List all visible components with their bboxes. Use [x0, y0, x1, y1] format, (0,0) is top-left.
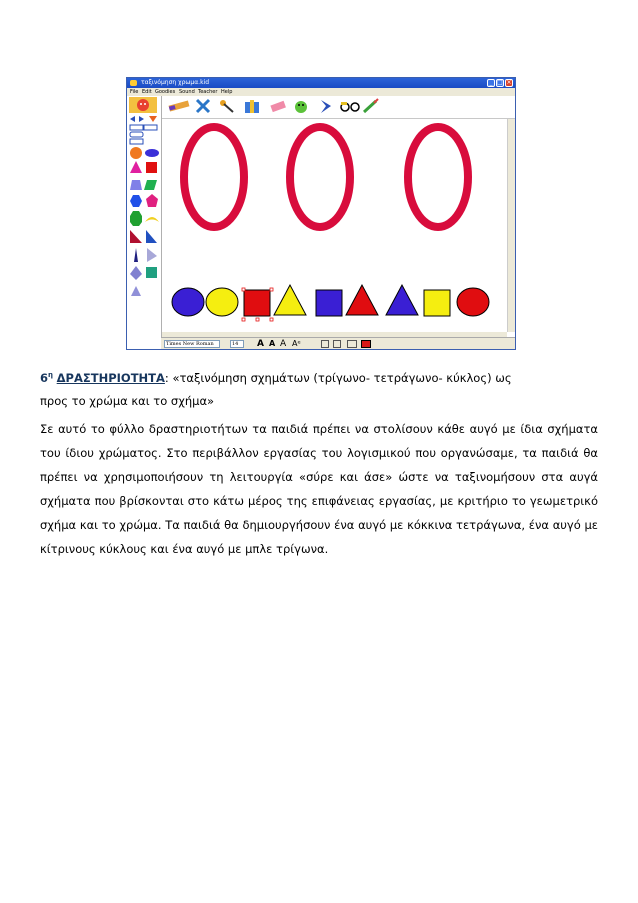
down-arrow-icon[interactable] [149, 116, 157, 122]
close-button[interactable]: × [506, 79, 512, 86]
yellow-triangle-shape[interactable] [274, 285, 306, 315]
blue-ellipse-icon[interactable] [145, 149, 159, 157]
vertical-scrollbar[interactable] [507, 119, 516, 332]
activity-subtitle-continued: προς το χρώμα και το σχήμα» [40, 394, 215, 408]
eraser-tool-icon[interactable] [270, 101, 286, 112]
selection-handle[interactable] [270, 288, 273, 291]
yellow-circle-shape[interactable] [206, 288, 238, 316]
egg-1[interactable] [184, 127, 244, 227]
line-shape-tool-icon[interactable] [130, 125, 143, 130]
pink-pentagon-icon[interactable] [146, 194, 158, 207]
forward-arrow-icon[interactable] [139, 116, 144, 122]
selection-handle[interactable] [256, 318, 259, 321]
font-size-field[interactable]: 14 [230, 340, 244, 348]
align-left-icon[interactable] [321, 340, 329, 348]
trapezoid-icon[interactable] [130, 180, 142, 190]
app-icon [130, 80, 137, 86]
yellow-square-shape[interactable] [424, 290, 450, 316]
app-window-screenshot [126, 77, 516, 350]
red-triangle-shape[interactable] [346, 285, 378, 315]
glasses-tool-icon[interactable] [341, 102, 359, 111]
blue-right-triangle-icon[interactable] [146, 230, 157, 243]
activity-subtitle: «ταξινόμηση σχημάτων (τρίγωνο- τετράγωνο- κύκλος) ως [168, 371, 512, 385]
blue-triangle-shape[interactable] [386, 285, 418, 315]
font-style-button[interactable]: Aᵉ [292, 339, 301, 348]
rounded-rect-shape-tool-icon[interactable] [130, 132, 143, 137]
menu-sound[interactable]: Sound [179, 89, 195, 95]
blue-square-shape[interactable] [316, 290, 342, 316]
menu-bar [127, 88, 515, 96]
yellow-crescent-icon[interactable] [145, 217, 159, 222]
activity-heading [40, 371, 598, 385]
window-title: ταξινόμηση χρωμα.kid [141, 79, 210, 86]
stamp-tool-icon[interactable] [321, 100, 331, 113]
menu-teacher[interactable]: Teacher [198, 89, 218, 95]
egg-2[interactable] [290, 127, 350, 227]
selection-handle[interactable] [270, 318, 273, 321]
magenta-triangle-icon[interactable] [130, 161, 142, 173]
menu-goodies[interactable]: Goodies [155, 89, 176, 95]
red-square-shape[interactable] [244, 290, 270, 316]
purple-diamond-icon[interactable] [130, 266, 142, 280]
pencil-tool-icon[interactable] [364, 99, 378, 112]
shape-palette-panel [127, 96, 162, 338]
current-color-swatch[interactable] [361, 340, 371, 348]
egg-3[interactable] [408, 127, 468, 227]
red-square-icon[interactable] [146, 162, 157, 173]
font-smaller-button[interactable]: A [269, 339, 276, 348]
selection-handle[interactable] [242, 288, 245, 291]
green-octagon-icon[interactable] [130, 211, 142, 226]
wand-tool-icon[interactable] [220, 100, 233, 112]
minimize-button[interactable]: _ [487, 79, 495, 87]
menu-file[interactable]: File [130, 89, 139, 95]
maximize-button[interactable]: □ [497, 79, 503, 86]
orange-circle-icon[interactable] [130, 147, 142, 159]
smiley-tool-icon[interactable] [295, 101, 307, 113]
goodies-toolbar [161, 96, 515, 119]
font-toolbar [161, 337, 515, 350]
selection-handle[interactable] [242, 318, 245, 321]
dark-red-triangle-icon[interactable] [130, 230, 142, 243]
blue-hexagon-icon[interactable] [130, 195, 142, 207]
menu-edit[interactable]: Edit [142, 89, 152, 95]
activity-number-superscript: η [48, 371, 53, 380]
work-canvas[interactable] [162, 119, 505, 332]
navy-spike-icon[interactable] [134, 248, 138, 262]
gift-box-tool-icon[interactable] [245, 100, 259, 113]
teal-square-icon[interactable] [146, 267, 157, 278]
small-pyramid-icon[interactable] [131, 286, 141, 296]
red-circle-shape[interactable] [457, 288, 489, 316]
color-picker-icon[interactable] [347, 340, 357, 348]
paint-brush-tool-icon[interactable] [169, 101, 190, 112]
heading-colon: : [164, 371, 169, 385]
rect-shape-tool-icon[interactable] [144, 125, 157, 130]
lavender-cone-icon[interactable] [147, 248, 157, 262]
font-normal-button[interactable]: A [280, 339, 287, 349]
back-arrow-icon[interactable] [130, 116, 135, 122]
blue-circle-shape[interactable] [172, 288, 204, 316]
window-title-bar [127, 78, 515, 88]
font-larger-button[interactable]: A [257, 339, 264, 349]
menu-help[interactable]: Help [221, 89, 233, 95]
cross-bones-tool-icon[interactable] [197, 100, 209, 112]
activity-number: 6 [40, 371, 49, 385]
activity-description: Σε αυτό το φύλλο δραστηριοτήτων τα παιδιά πρέπει να στολίσουν κάθε αυγό με ίδια σχήματα του ίδιου χρώματος. Στο περιβάλλον εργασίας του λογισμικού που οργανώσαμε, τα παιδιά θα πρέπει να χρησιμοποιήσουν τη λειτουργία «σύρε και άσε» ώστε να ταξινομήσουν στα αυγά σχήματα που βρίσκονται στο κάτω μέρος της επιφάνειας εργασίας, με κριτήριο το γεωμετρικό σχήμα και το χρώμα. Τα παιδιά θα δημιουργήσουν ένα αυγό με κόκκινα τετράγωνα, ένα αυγό με κίτρινους κύκλους και ένα αυγό με μπλε τρίγωνα. [40, 422, 598, 556]
font-name-field[interactable]: Times New Roman [164, 340, 220, 348]
kid-character-icon [129, 97, 157, 113]
green-parallelogram-icon[interactable] [144, 180, 157, 190]
align-center-icon[interactable] [333, 340, 341, 348]
text-shape-tool-icon[interactable] [130, 139, 143, 144]
activity-title: ΔΡΑΣΤΗΡΙΟΤΗΤΑ [56, 371, 165, 385]
